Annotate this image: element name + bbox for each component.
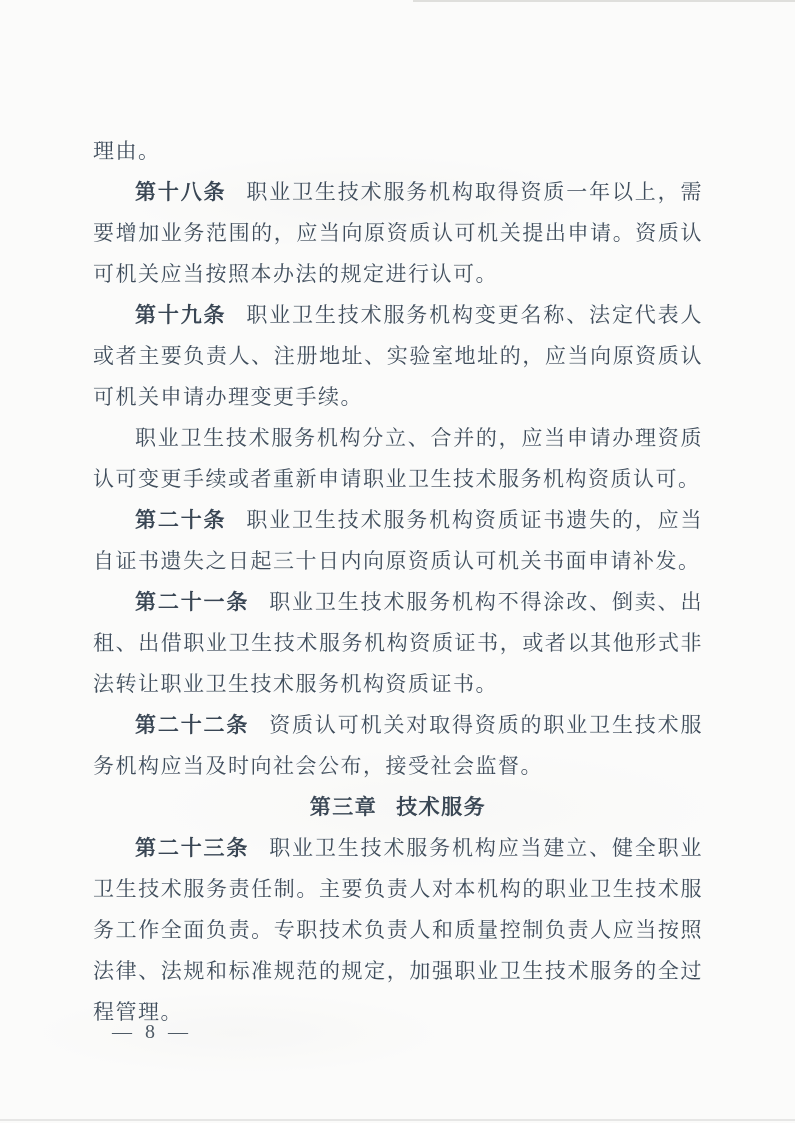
paragraph-article-20 xyxy=(93,500,703,582)
chapter-number: 第三章 xyxy=(309,796,378,819)
paragraph-continuation xyxy=(93,131,703,172)
footer-left-dash: — xyxy=(112,1021,132,1043)
page-number-footer xyxy=(112,1021,188,1044)
paragraph-article-19 xyxy=(93,295,703,418)
paragraph-text: 资质认可机关对取得资质的职业卫生技术服务机构应当及时向社会公布，接受社会监督。 xyxy=(93,713,704,778)
paragraph-text: 职业卫生技术服务机构资质证书遗失的，应当自证书遗失之日起三十日内向原资质认可机关书面申请补发。 xyxy=(93,508,704,573)
article-number: 第十九条 xyxy=(135,304,227,327)
paragraph-article-22 xyxy=(93,705,703,787)
paragraph-text: 职业卫生技术服务机构应当建立、健全职业卫生技术服务责任制。主要负责人对本机构的职业卫生技术服务工作全面负责。专职技术负责人和质量控制负责人应当按照法律、法规和标准规范的规定，加强职业卫生技术服务的全过程管理。 xyxy=(93,836,704,1024)
chapter-title: 技术服务 xyxy=(396,796,487,819)
paragraph-text: 职业卫生技术服务机构变更名称、法定代表人或者主要负责人、注册地址、实验室地址的，应当向原资质认可机关申请办理变更手续。 xyxy=(93,303,704,409)
paragraph-article-23 xyxy=(93,828,703,1033)
paragraph-article-21 xyxy=(93,582,703,705)
article-number: 第二十二条 xyxy=(135,714,250,737)
paragraph-text: 职业卫生技术服务机构取得资质一年以上，需要增加业务范围的，应当向原资质认可机关提出申请。资质认可机关应当按照本办法的规定进行认可。 xyxy=(93,180,704,286)
article-number: 第十八条 xyxy=(135,181,227,204)
paragraph-text: 理由。 xyxy=(93,139,161,163)
scan-edge-artifact-top xyxy=(413,0,795,2)
paragraph-article-18 xyxy=(93,172,703,295)
article-number: 第二十三条 xyxy=(135,837,250,860)
article-number: 第二十一条 xyxy=(135,591,250,614)
paragraph-text: 职业卫生技术服务机构不得涂改、倒卖、出租、出借职业卫生技术服务机构资质证书，或者以其他形式非法转让职业卫生技术服务机构资质证书。 xyxy=(93,590,704,696)
scan-edge-artifact-bottom xyxy=(0,1119,795,1121)
paragraph-text: 职业卫生技术服务机构分立、合并的，应当申请办理资质认可变更手续或者重新申请职业卫生技术服务机构资质认可。 xyxy=(93,426,703,491)
page-number: 8 xyxy=(145,1021,155,1043)
footer-right-dash: — xyxy=(168,1021,188,1043)
paragraph-article-19-cont xyxy=(93,418,703,500)
chapter-heading xyxy=(93,787,703,828)
article-number: 第二十条 xyxy=(135,509,227,532)
document-body xyxy=(93,131,703,1033)
